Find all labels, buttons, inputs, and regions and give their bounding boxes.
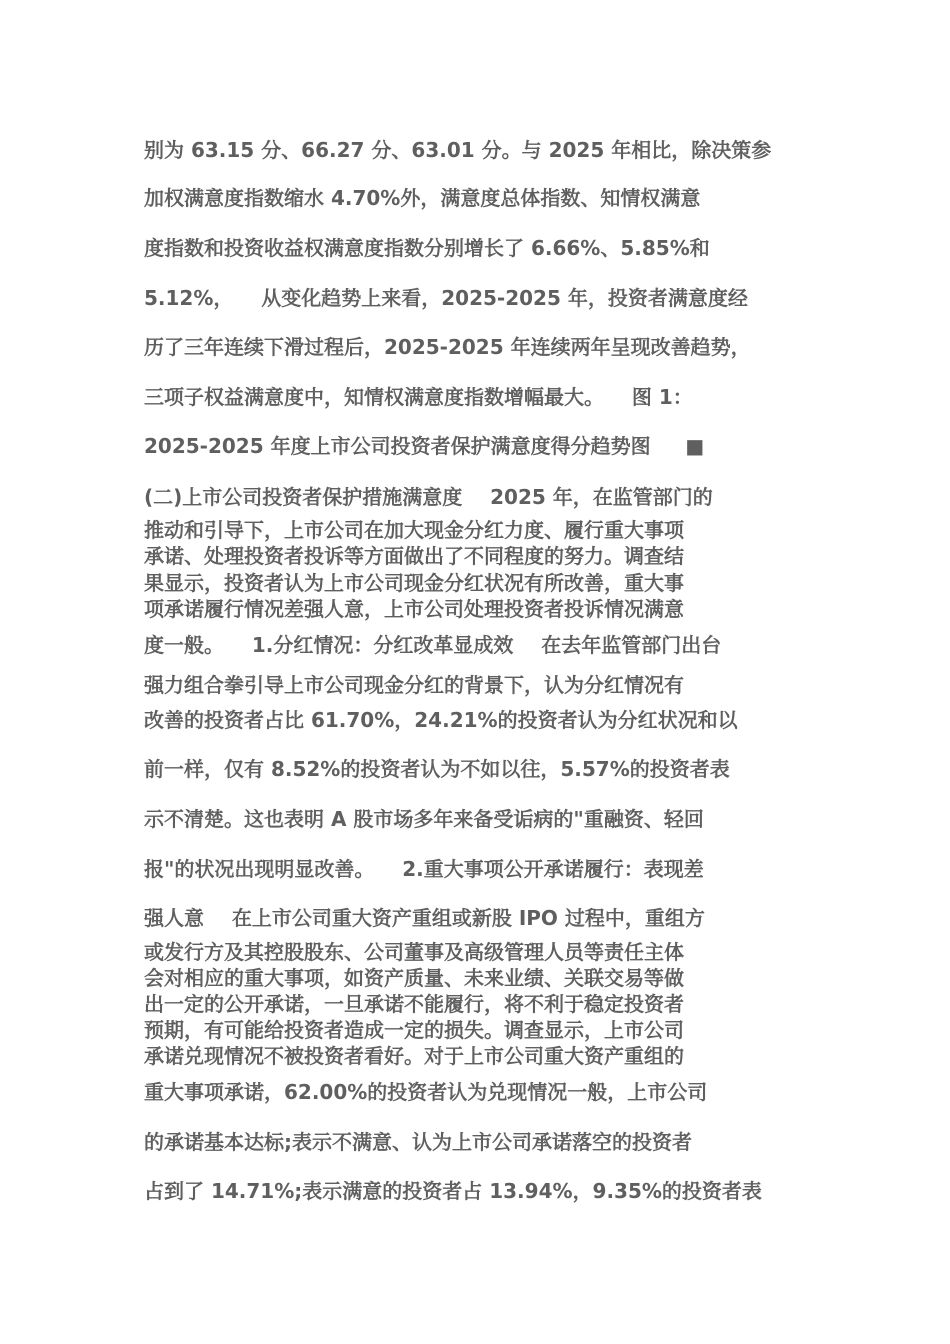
body-text-line: 度指数和投资收益权满意度指数分别增长了 6.66%、5.85%和 <box>144 236 710 260</box>
body-text-line: 别为 63.15 分、66.27 分、63.01 分。与 2025 年相比，除决策参 <box>144 138 772 162</box>
body-text-line: 预期，有可能给投资者造成一定的损失。调查显示，上市公司 <box>144 1018 684 1042</box>
body-text-line: 5.12%， 从变化趋势上来看，2025-2025 年，投资者满意度经 <box>144 286 748 310</box>
body-text-line: 出一定的公开承诺，一旦承诺不能履行，将不利于稳定投资者 <box>144 992 684 1016</box>
body-text-line: 前一样，仅有 8.52%的投资者认为不如以往，5.57%的投资者表 <box>144 757 730 781</box>
body-text-line: 示不清楚。这也表明 A 股市场多年来备受诟病的"重融资、轻回 <box>144 807 704 831</box>
body-text-line: 占到了 14.71%;表示满意的投资者占 13.94%，9.35%的投资者表 <box>144 1179 762 1203</box>
body-text-line: 历了三年连续下滑过程后，2025-2025 年连续两年呈现改善趋势， <box>144 335 751 359</box>
body-text-line: 的承诺基本达标;表示不满意、认为上市公司承诺落空的投资者 <box>144 1130 692 1154</box>
body-text-line: 推动和引导下，上市公司在加大现金分红力度、履行重大事项 <box>144 518 684 542</box>
body-text-line: 改善的投资者占比 61.70%，24.21%的投资者认为分红状况和以 <box>144 708 738 732</box>
body-text-line: 度一般。 1.分红情况：分红改革显成效 在去年监管部门出台 <box>144 633 722 657</box>
body-text-line: 会对相应的重大事项，如资产质量、未来业绩、关联交易等做 <box>144 966 684 990</box>
body-text-line: 重大事项承诺，62.00%的投资者认为兑现情况一般，上市公司 <box>144 1080 708 1104</box>
body-text-line: 加权满意度指数缩水 4.70%外，满意度总体指数、知情权满意 <box>144 186 701 210</box>
body-text-line: 2025-2025 年度上市公司投资者保护满意度得分趋势图 ■ <box>144 434 705 458</box>
body-text-line: 强人意 在上市公司重大资产重组或新股 IPO 过程中，重组方 <box>144 906 705 930</box>
body-text-line: 项承诺履行情况差强人意，上市公司处理投资者投诉情况满意 <box>144 597 684 621</box>
body-text-line: 三项子权益满意度中，知情权满意度指数增幅最大。 图 1： <box>144 385 693 409</box>
body-text-line: 报"的状况出现明显改善。 2.重大事项公开承诺履行：表现差 <box>144 857 704 881</box>
body-text-line: 承诺兑现情况不被投资者看好。对于上市公司重大资产重组的 <box>144 1044 684 1068</box>
body-text-line: 或发行方及其控股股东、公司董事及高级管理人员等责任主体 <box>144 940 684 964</box>
body-text-line: 强力组合拳引导上市公司现金分红的背景下，认为分红情况有 <box>144 673 684 697</box>
body-text-line: 果显示，投资者认为上市公司现金分红状况有所改善，重大事 <box>144 571 684 595</box>
body-text-line: 承诺、处理投资者投诉等方面做出了不同程度的努力。调查结 <box>144 544 684 568</box>
body-text-line: (二)上市公司投资者保护措施满意度 2025 年，在监管部门的 <box>144 485 713 509</box>
